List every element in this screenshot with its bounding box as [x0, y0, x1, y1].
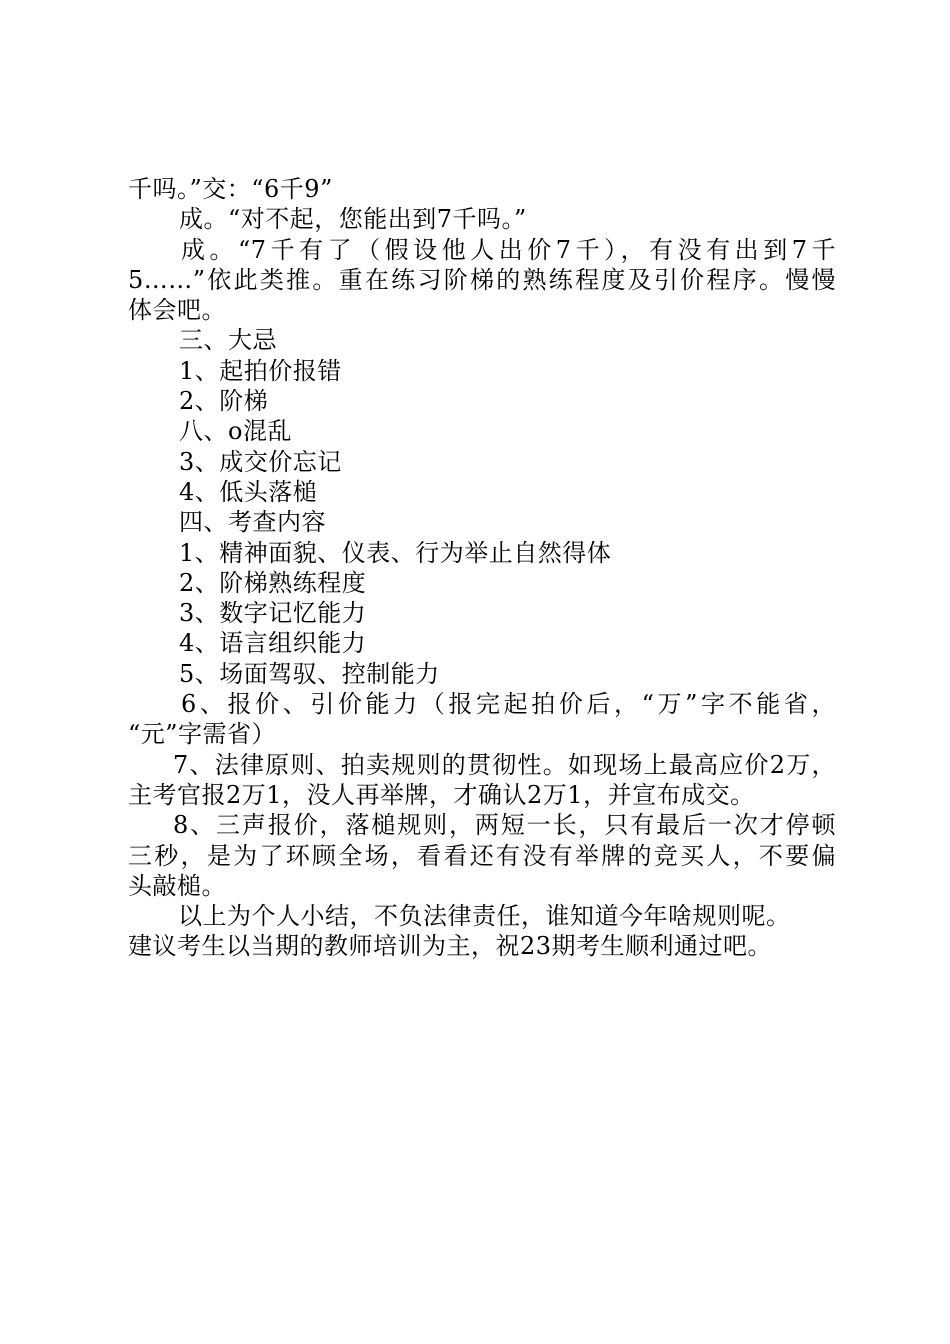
text-line: 三秒，是为了环顾全场，看看还有没有举牌的竞买人，不要偏: [128, 841, 836, 870]
section-heading: 三、大忌: [179, 326, 277, 355]
list-item: 2、阶梯熟练程度: [179, 568, 367, 597]
section-heading: 四、考查内容: [179, 508, 326, 537]
text-line: 成。“7千有了（假设他人出价7千），有没有出到7千: [181, 235, 836, 264]
list-item: 八、o混乱: [179, 417, 292, 446]
list-item: 3、成交价忘记: [179, 447, 342, 476]
text-line: 建议考生以当期的教师培训为主，祝23期考生顺利通过吧。: [128, 932, 773, 961]
list-item: 6、报价、引价能力（报完起拍价后，“万”字不能省，: [181, 690, 836, 719]
list-item: 7、法律原则、拍卖规则的贯彻性。如现场上最高应价2万，: [173, 750, 836, 779]
list-item: 3、数字记忆能力: [179, 599, 367, 628]
text-line: 头敲槌。: [128, 871, 226, 900]
list-item: 4、语言组织能力: [179, 629, 367, 658]
list-item: 1、起拍价报错: [179, 356, 342, 385]
list-item: 8、三声报价，落槌规则，两短一长，只有最后一次才停顿: [173, 811, 836, 840]
document-body: [128, 174, 836, 962]
text-line: 体会吧。: [128, 296, 226, 325]
list-item: 4、低头落槌: [179, 477, 318, 506]
list-item: 1、精神面貌、仪表、行为举止自然得体: [179, 538, 612, 567]
text-line: “元”字需省）: [128, 720, 277, 749]
text-line: 成。“对不起，您能出到7千吗。”: [179, 205, 527, 234]
text-line: 以上为个人小结，不负法律责任，谁知道今年啥规则呢。: [178, 902, 791, 931]
list-item: 2、阶梯: [179, 387, 269, 416]
text-line: 5……”依此类推。重在练习阶梯的熟练程度及引价程序。慢慢: [128, 265, 836, 294]
list-item: 5、场面驾驭、控制能力: [179, 659, 440, 688]
text-line: 千吗。”交：“6千9”: [128, 175, 333, 203]
text-line: 主考官报2万1，没人再举牌，才确认2万1，并宣布成交。: [128, 780, 755, 809]
